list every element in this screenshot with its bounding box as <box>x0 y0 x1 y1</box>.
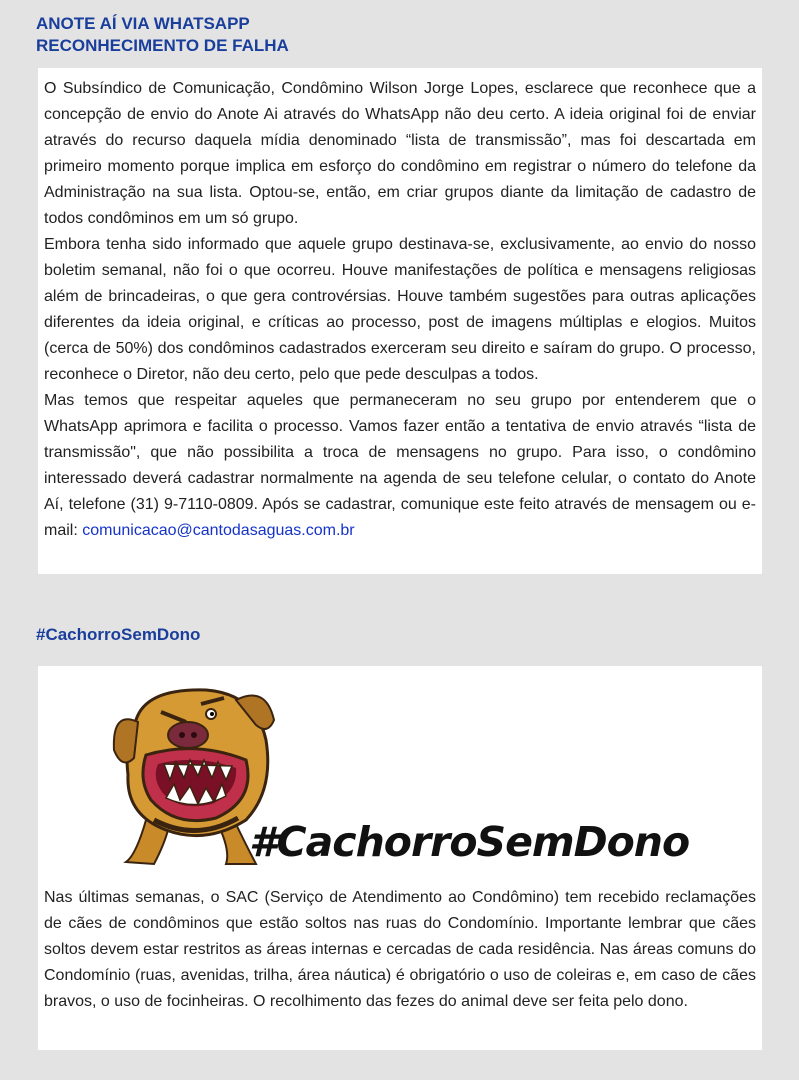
section-title-whatsapp <box>36 13 289 57</box>
whatsapp-article-box <box>38 68 762 574</box>
cachorro-article-box <box>38 666 762 1050</box>
hashtag-image-text: #CachorroSemDono <box>249 818 690 866</box>
title-line-2: RECONHECIMENTO DE FALHA <box>36 36 289 55</box>
cachorro-paragraph: Nas últimas semanas, o SAC (Serviço de Atendimento ao Condômino) tem recebido reclamações de cães de condôminos que estão soltos nas ruas do Condomínio. Importante lembrar que cães soltos devem estar restritos as áreas internas e cercadas de cada residência. Nas áreas comuns do Condomínio (ruas, avenidas, trilha, área náutica) é obrigatório o uso de coleiras e, em caso de cães bravos, o uso de focinheiras. O recolhimento das fezes do animal deve ser feita pelo dono. <box>44 889 756 1010</box>
email-link[interactable]: comunicacao@cantodasaguas.com.br <box>82 522 355 539</box>
article-paragraph-1: O Subsíndico de Comunicação, Condômino Wilson Jorge Lopes, esclarece que reconhece que a concepção de envio do Anote Ai através do WhatsApp não deu certo. A ideia original foi de enviar através do recurso daquela mídia denominado “lista de transmissão”, mas foi descartada em primeiro momento porque implica em esforço do condômino em registrar o número do telefone da Administração na sua lista. Optou-se, então, em criar grupos diante da limitação de cadastro de todos condôminos em um só grupo. <box>44 80 756 227</box>
article-paragraph-3 <box>44 388 756 544</box>
paragraph-3-text: Mas temos que respeitar aqueles que permaneceram no seu grupo por entenderem que o WhatsApp aprimora e facilita o processo. Vamos fazer então a tentativa de envio através “lista de transmissão", que não possibilita a troca de mensagens no grupo. Para isso, o condômino interessado deverá cadastrar normalmente na agenda de seu telefone celular, o contato do Anote Aí, telefone (31) 9-7110-0809. Após se cadastrar, comunique este feito através de mensagem ou e-mail: <box>44 392 756 539</box>
section-title-cachorro: #CachorroSemDono <box>36 625 201 644</box>
title-line-1: ANOTE AÍ VIA WHATSAPP <box>36 14 250 33</box>
article-paragraph-2: Embora tenha sido informado que aquele grupo destinava-se, exclusivamente, ao envio do nosso boletim semanal, não foi o que ocorreu. Houve manifestações de política e mensagens religiosas além de brincadeiras, o que gera controvérsias. Houve também sugestões para outras aplicações diferentes da ideia original, e críticas ao processo, post de imagens múltiplas e elogios. Muitos (cerca de 50%) dos condôminos cadastrados exerceram seu direito e saíram do grupo. O processo, reconhece o Diretor, não deu certo, pelo que pede desculpas a todos. <box>44 236 756 383</box>
